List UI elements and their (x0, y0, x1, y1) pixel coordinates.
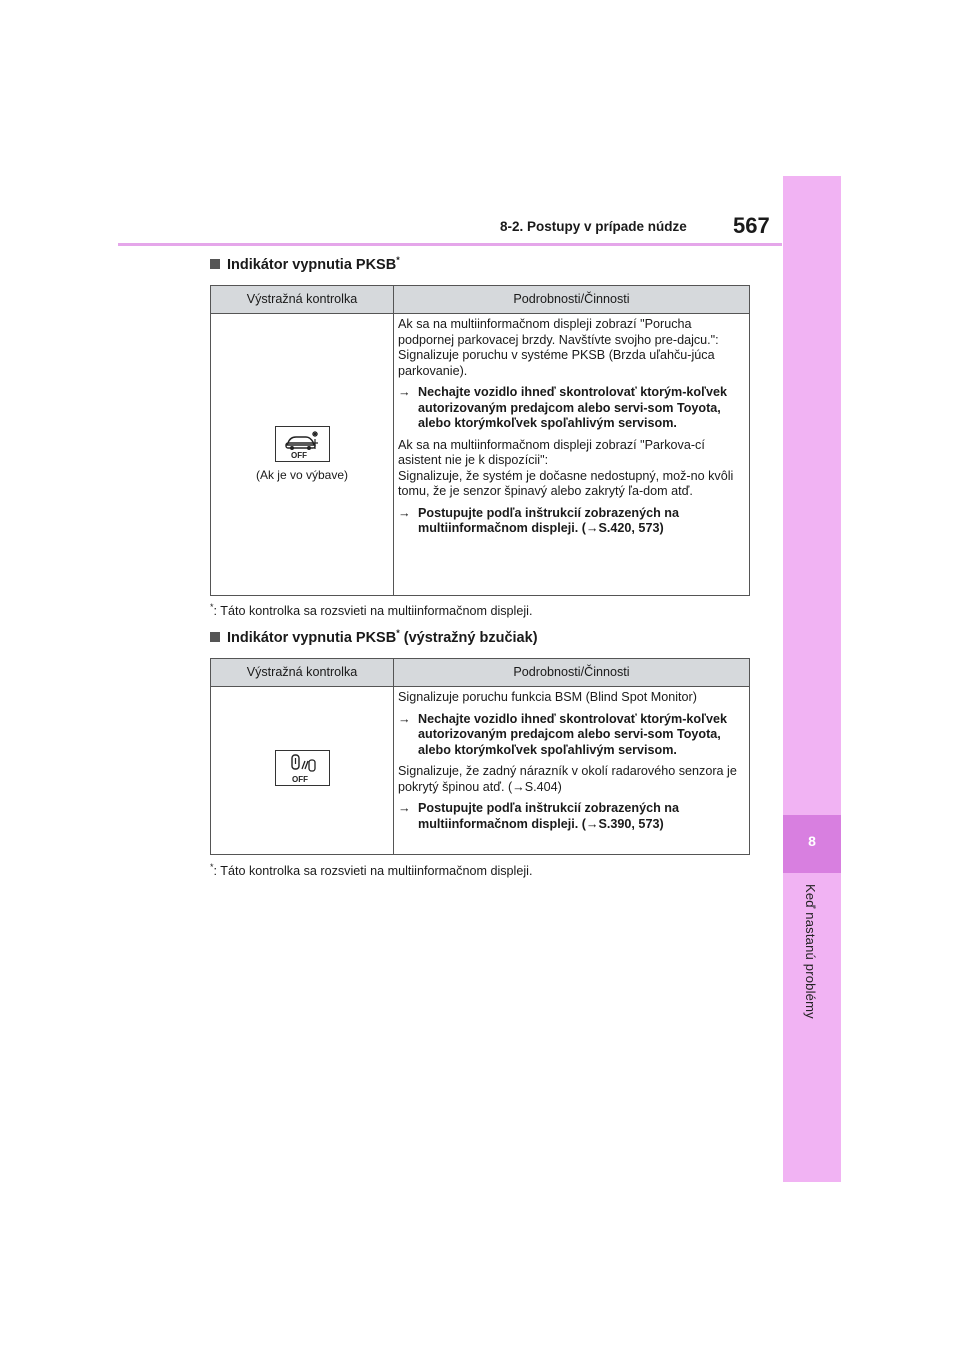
details-cell (394, 687, 750, 855)
action-text: Nechajte vozidlo ihneď skontrolovať ktorým-koľvek autorizovaným predajcom alebo servi-som Toyota, alebo ktorýmkoľvek spoľahlivým servisom. (418, 385, 727, 430)
header-details: Podrobnosti/Činnosti (394, 286, 750, 314)
square-bullet-icon (210, 632, 220, 642)
sensor-off-label: OFF (291, 775, 308, 785)
header-details: Podrobnosti/Činnosti (394, 659, 750, 687)
action-text: Postupujte podľa inštrukcií zobrazených na multiinformačnom displeji. (→S.390, 573) (418, 801, 679, 831)
icon-note: (Ak je vo výbave) (255, 468, 349, 482)
header-warning-light: Výstražná kontrolka (211, 286, 394, 314)
section2-heading-suffix: (výstražný bzučiak) (399, 629, 538, 646)
square-bullet-icon (210, 259, 220, 269)
section2-heading-text: Indikátor vypnutia PKSB (227, 629, 397, 646)
detail-paragraph: Signalizuje poruchu v systéme PKSB (Brzda uľahču-júca parkovanie). (398, 348, 715, 378)
footnote-mark: * (210, 862, 214, 872)
page-number: 567 (733, 213, 770, 238)
section1-heading (210, 255, 400, 273)
detail-paragraph: Signalizuje, že systém je dočasne nedostupný, mož-no kvôli tomu, že je senzor špinavý alebo zakrytý ľa-dom atď. (398, 468, 734, 498)
table-header-row (211, 659, 750, 687)
pksb-off-icon (275, 426, 330, 462)
detail-paragraph: Signalizuje, že zadný nárazník v okolí radarového senzora je pokrytý špinou atď. (→S.404) (398, 764, 737, 794)
chapter-side-tab (783, 176, 841, 1182)
footnote-text: : Táto kontrolka sa rozsvieti na multiinformačnom displeji. (213, 604, 533, 619)
details-cell (394, 314, 750, 596)
arrow-icon: → (398, 801, 411, 815)
header-section-title: 8-2. Postupy v prípade núdze (500, 219, 687, 234)
arrow-icon: → (398, 711, 411, 726)
action-item (398, 712, 745, 759)
detail-paragraph: Ak sa na multiinformačnom displeji zobrazí "Parkova-cí asistent nie je k dispozícii": (398, 437, 705, 467)
sensor-off-icon (275, 750, 330, 786)
arrow-icon: → (398, 505, 411, 520)
action-text: Nechajte vozidlo ihneď skontrolovať ktorým-koľvek autorizovaným predajcom alebo servi-som Toyota, alebo ktorýmkoľvek spoľahlivým servisom. (418, 711, 727, 757)
header-warning-light: Výstražná kontrolka (211, 659, 394, 687)
action-item (398, 801, 745, 832)
header-rule (118, 243, 782, 246)
section2-table (210, 658, 750, 855)
section1-heading-text: Indikátor vypnutia PKSB (227, 256, 397, 273)
pksb-off-label: OFF (290, 450, 307, 460)
action-item (398, 385, 745, 432)
arrow-icon: → (398, 385, 411, 399)
action-item (398, 506, 745, 537)
icon-cell (211, 314, 394, 596)
section1-table (210, 285, 750, 596)
footnote-text: : Táto kontrolka sa rozsvieti na multiinformačnom displeji. (213, 864, 533, 879)
chapter-title: Keď nastanú problémy (803, 884, 818, 1019)
table-header-row (211, 286, 750, 314)
table-row (211, 687, 750, 855)
icon-cell (211, 687, 394, 855)
detail-paragraph: Signalizuje poruchu funkcia BSM (Blind Spot Monitor) (398, 690, 697, 704)
action-text: Postupujte podľa inštrukcií zobrazených na multiinformačnom displeji. (→S.420, 573) (418, 505, 679, 535)
section2-heading (210, 628, 538, 646)
section1-footnote (210, 602, 532, 618)
section2-footnote (210, 862, 532, 878)
chapter-number: 8 (808, 833, 816, 849)
footnote-mark: * (210, 602, 214, 612)
section1-heading-sup: * (396, 255, 400, 265)
table-row (211, 314, 750, 596)
detail-paragraph: Ak sa na multiinformačnom displeji zobrazí "Porucha podpornej parkovacej brzdy. Navštívte svojho pre-dajcu.": (398, 317, 719, 347)
section2-heading-sup: * (396, 628, 400, 638)
